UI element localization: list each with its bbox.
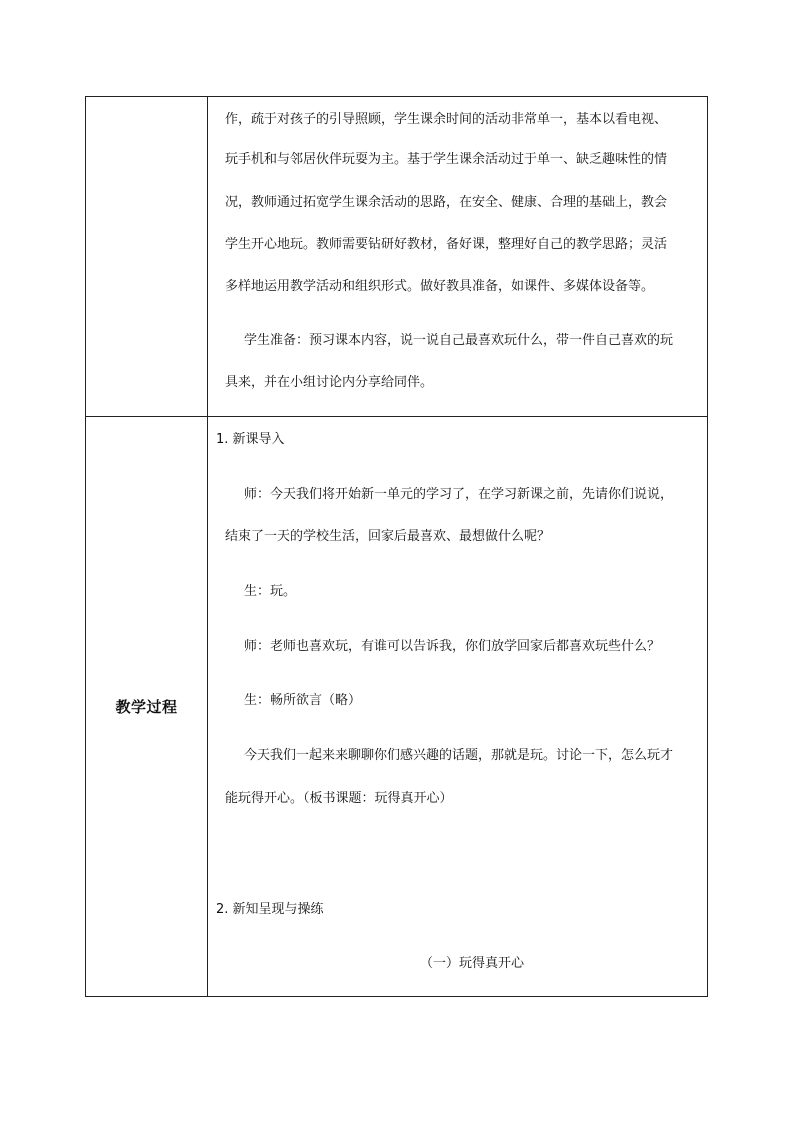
lesson-plan-table bbox=[85, 96, 708, 997]
paragraph-line: 作，疏于对孩子的引导照顾，学生课余时间的活动非常单一，基本以看电视、 bbox=[225, 112, 668, 127]
preparation-content-cell bbox=[208, 97, 707, 416]
dialogue-line: 今天我们一起来来聊聊你们感兴趣的话题，那就是玩。讨论一下，怎么玩才 bbox=[244, 748, 674, 763]
teaching-process-content-cell bbox=[208, 417, 707, 996]
student-prep-line: 具来，并在小组讨论内分享给同伴。 bbox=[225, 375, 434, 390]
paragraph-line: 多样地运用教学活动和组织形式。做好教具准备，如课件、多媒体设备等。 bbox=[225, 279, 655, 294]
student-prep-line: 学生准备：预习课本内容，说一说自己最喜欢玩什么，带一件自己喜欢的玩 bbox=[244, 333, 674, 348]
dialogue-line: 生：玩。 bbox=[244, 584, 297, 599]
dialogue-line: 师：老师也喜欢玩，有谁可以告诉我，你们放学回家后都喜欢玩些什么？ bbox=[244, 639, 661, 654]
paragraph-line: 学生开心地玩。教师需要钻研好教材，备好课，整理好自己的教学思路；灵活 bbox=[225, 237, 668, 252]
dialogue-line: 生：畅所欲言（略） bbox=[244, 693, 362, 708]
table-row-preparation bbox=[86, 97, 707, 417]
subsection-heading: （一）玩得真开心 bbox=[420, 956, 525, 971]
row-label-cell bbox=[86, 417, 207, 996]
paragraph-line: 玩手机和与邻居伙伴玩耍为主。基于学生课余活动过于单一、缺乏趣味性的情 bbox=[225, 152, 668, 167]
teaching-process-label: 教学过程 bbox=[115, 698, 178, 716]
section-heading: 1. 新课导入 bbox=[216, 432, 285, 447]
section-heading: 2. 新知呈现与操练 bbox=[216, 902, 324, 917]
dialogue-line: 能玩得开心。（板书课题：玩得真开心） bbox=[225, 791, 453, 806]
row-label-cell bbox=[86, 97, 207, 416]
dialogue-line: 师：今天我们将开始新一单元的学习了，在学习新课之前，先请你们说说， bbox=[244, 487, 674, 502]
table-row-teaching-process bbox=[86, 417, 707, 996]
dialogue-line: 结束了一天的学校生活，回家后最喜欢、最想做什么呢？ bbox=[225, 529, 551, 544]
paragraph-line: 况，教师通过拓宽学生课余活动的思路，在安全、健康、合理的基础上，教会 bbox=[225, 195, 668, 210]
